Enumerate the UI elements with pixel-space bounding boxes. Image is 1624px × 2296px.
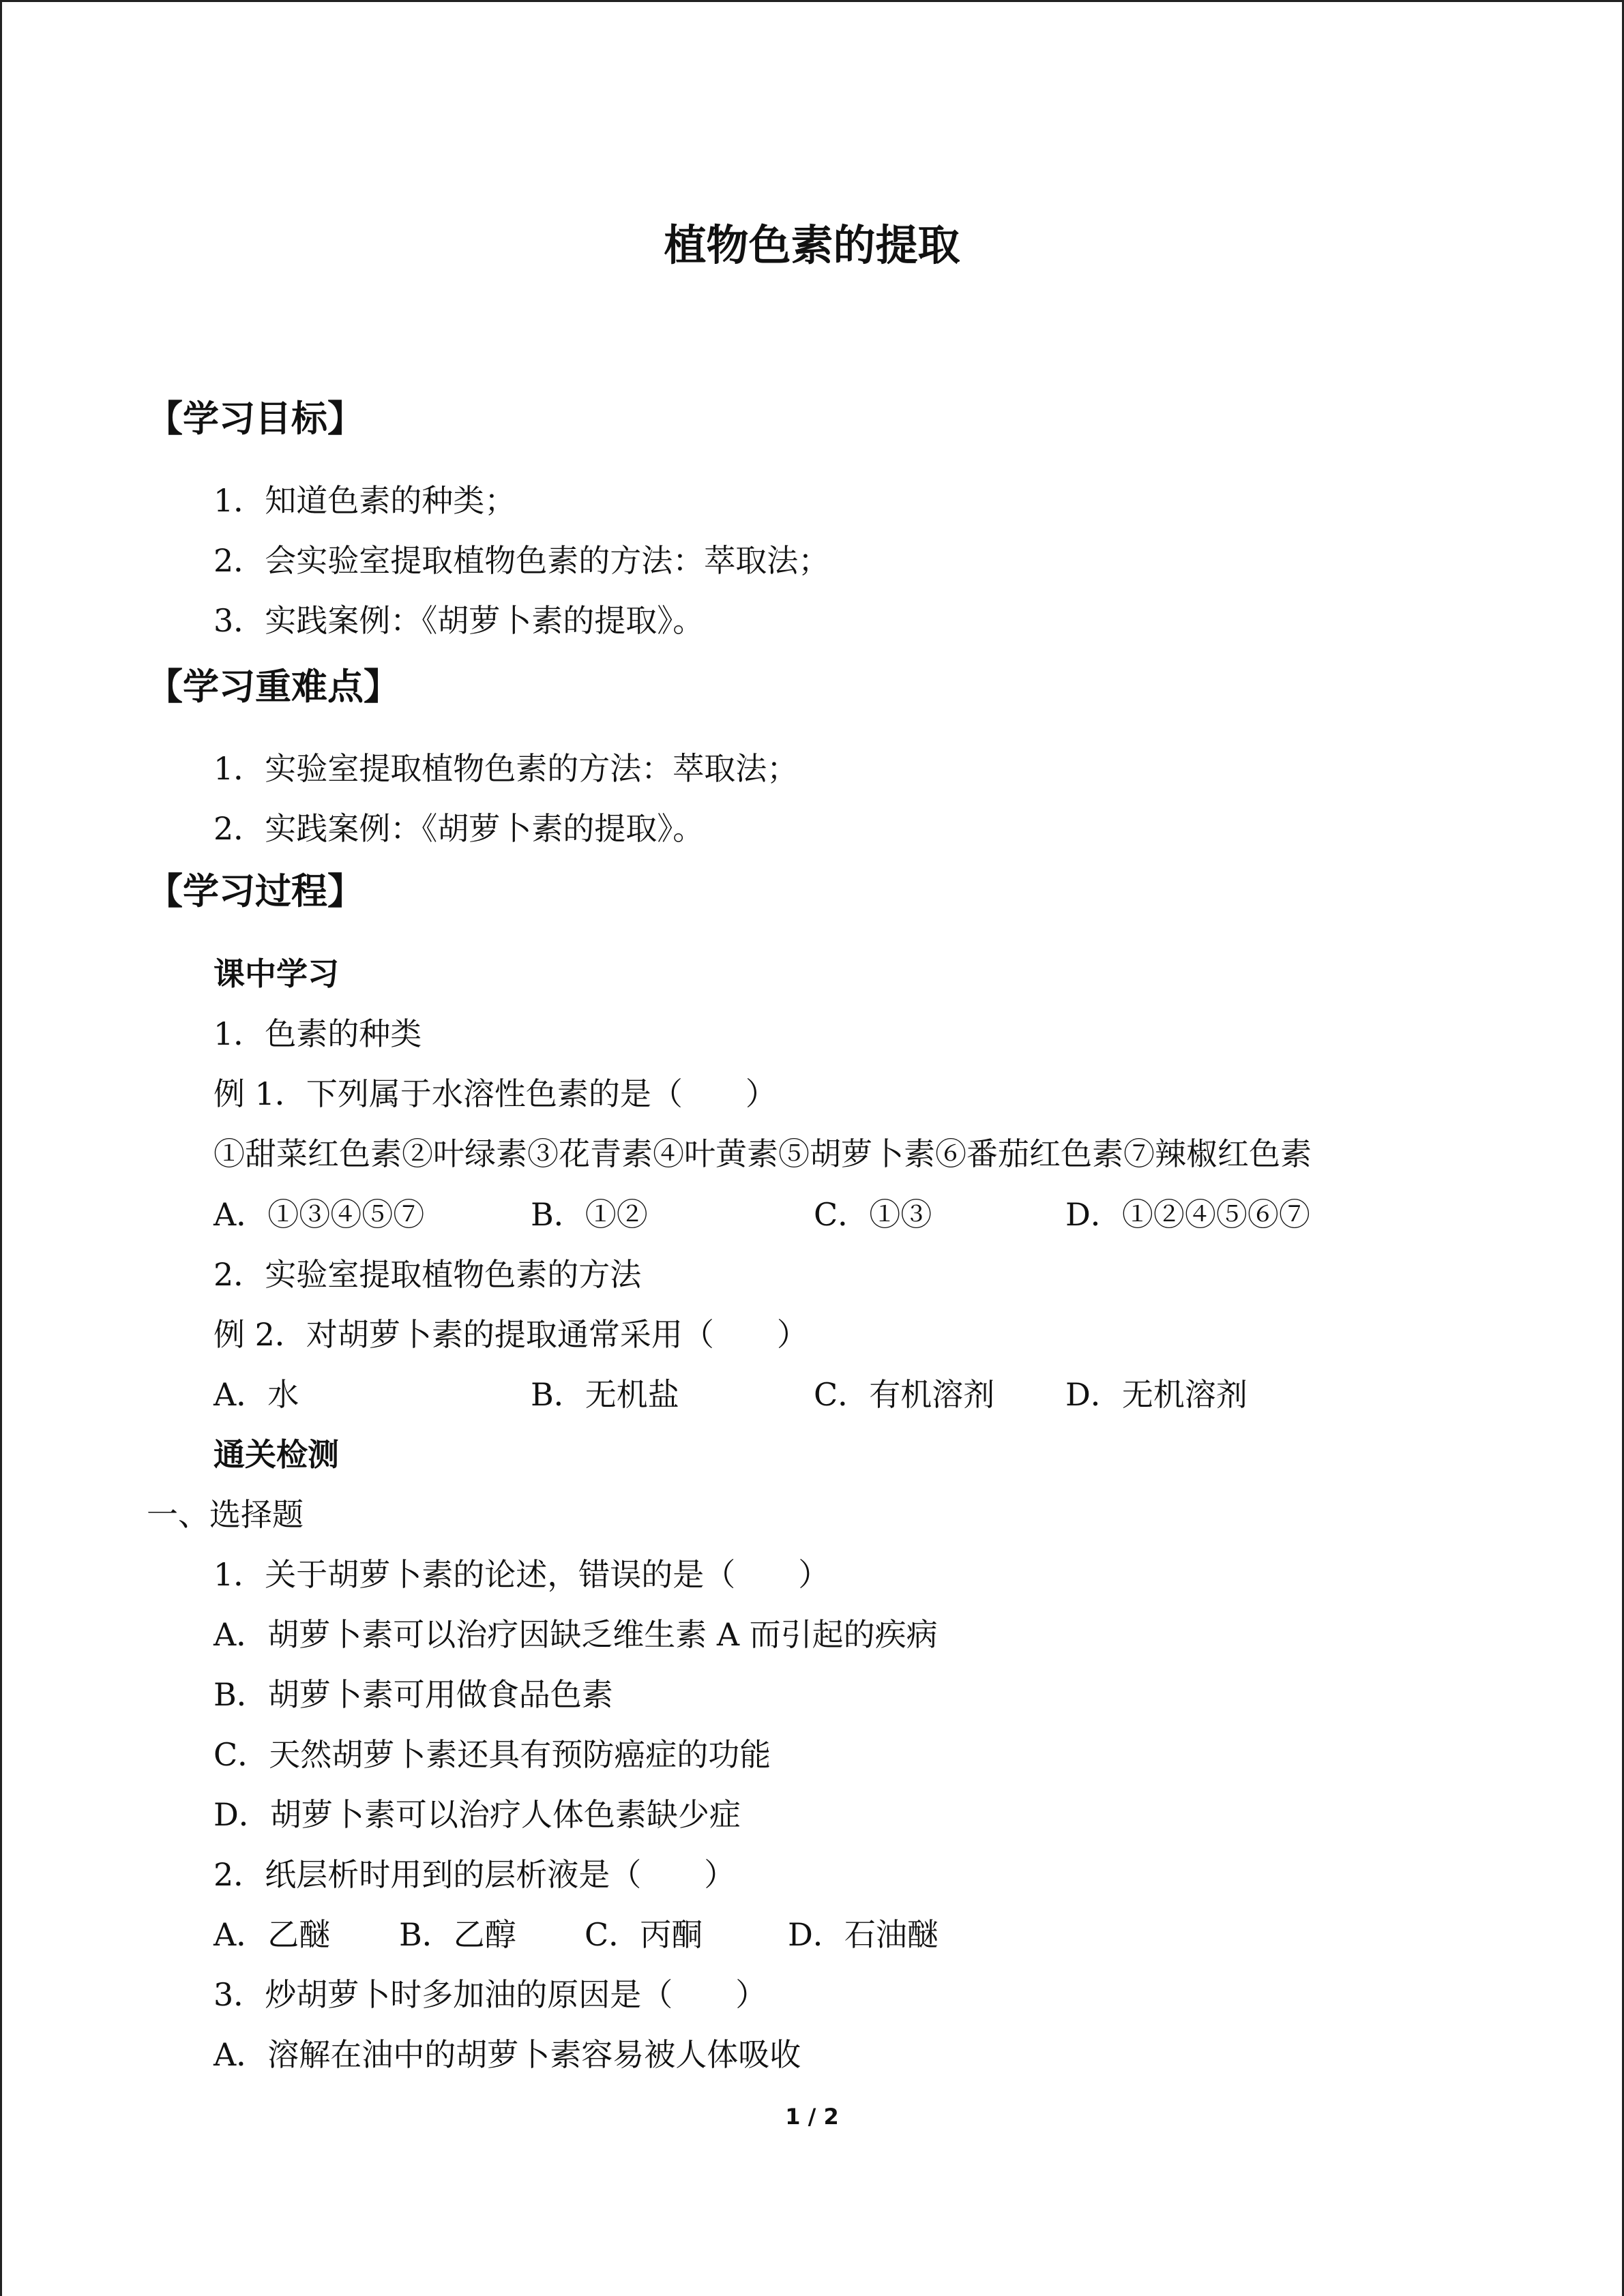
page-border-left — [0, 0, 2, 2296]
multiple-choice-section: 一、选择题 — [147, 1496, 304, 1533]
topic-2: 2．实验室提取植物色素的方法 — [213, 1256, 642, 1293]
example-2-option-b: B．无机盐 — [531, 1376, 679, 1413]
example-2-option-d: D．无机溶剂 — [1065, 1376, 1247, 1413]
question-1: 1．关于胡萝卜素的论述，错误的是（ ） — [213, 1556, 830, 1593]
question-2-option-d: D．石油醚 — [788, 1916, 939, 1953]
page-number: 1 / 2 — [785, 2104, 839, 2130]
example-1-option-a: A．①③④⑤⑦ — [213, 1196, 425, 1233]
question-2: 2．纸层析时用到的层析液是（ ） — [213, 1856, 736, 1893]
topic-1: 1．色素的种类 — [213, 1015, 422, 1052]
example-1-option-d: D．①②④⑤⑥⑦ — [1065, 1196, 1310, 1233]
question-3-option-a: A．溶解在油中的胡萝卜素容易被人体吸收 — [213, 2036, 801, 2073]
question-2-option-b: B．乙醇 — [399, 1916, 516, 1953]
question-1-option-d: D．胡萝卜素可以治疗人体色素缺少症 — [213, 1796, 741, 1833]
goal-item: 3．实践案例：《胡萝卜素的提取》。 — [213, 602, 705, 639]
question-1-option-a: A．胡萝卜素可以治疗因缺乏维生素 A 而引起的疾病 — [213, 1616, 938, 1653]
example-2-question: 例 2．对胡萝卜素的提取通常采用（ ） — [213, 1316, 808, 1353]
key-points-heading: 【学习重难点】 — [147, 666, 400, 708]
question-1-option-b: B．胡萝卜素可用做食品色素 — [213, 1676, 613, 1713]
process-heading: 【学习过程】 — [147, 871, 364, 912]
in-class-subheading: 课中学习 — [213, 955, 339, 992]
question-3: 3．炒胡萝卜时多加油的原因是（ ） — [213, 1976, 767, 2013]
goal-item: 1．知道色素的种类； — [213, 482, 516, 519]
example-1-option-c: C．①③ — [814, 1196, 932, 1233]
check-subheading: 通关检测 — [213, 1436, 339, 1473]
goal-item: 2．会实验室提取植物色素的方法：萃取法； — [213, 542, 830, 579]
example-2-option-a: A．水 — [213, 1376, 299, 1413]
question-2-option-a: A．乙醚 — [213, 1916, 331, 1953]
example-1-option-b: B．①② — [531, 1196, 648, 1233]
page-border-top — [0, 0, 1624, 2]
example-1-list: ①甜菜红色素②叶绿素③花青素④叶黄素⑤胡萝卜素⑥番茄红色素⑦辣椒红色素 — [213, 1135, 1312, 1172]
question-1-option-c: C．天然胡萝卜素还具有预防癌症的功能 — [213, 1736, 771, 1773]
page-title: 植物色素的提取 — [664, 220, 960, 270]
question-2-option-c: C．丙酮 — [585, 1916, 703, 1953]
example-2-option-c: C．有机溶剂 — [814, 1376, 995, 1413]
example-1-question: 例 1．下列属于水溶性色素的是（ ） — [213, 1075, 777, 1112]
goals-heading: 【学习目标】 — [147, 398, 364, 440]
key-point-item: 2．实践案例：《胡萝卜素的提取》。 — [213, 810, 705, 847]
key-point-item: 1．实验室提取植物色素的方法：萃取法； — [213, 750, 799, 787]
